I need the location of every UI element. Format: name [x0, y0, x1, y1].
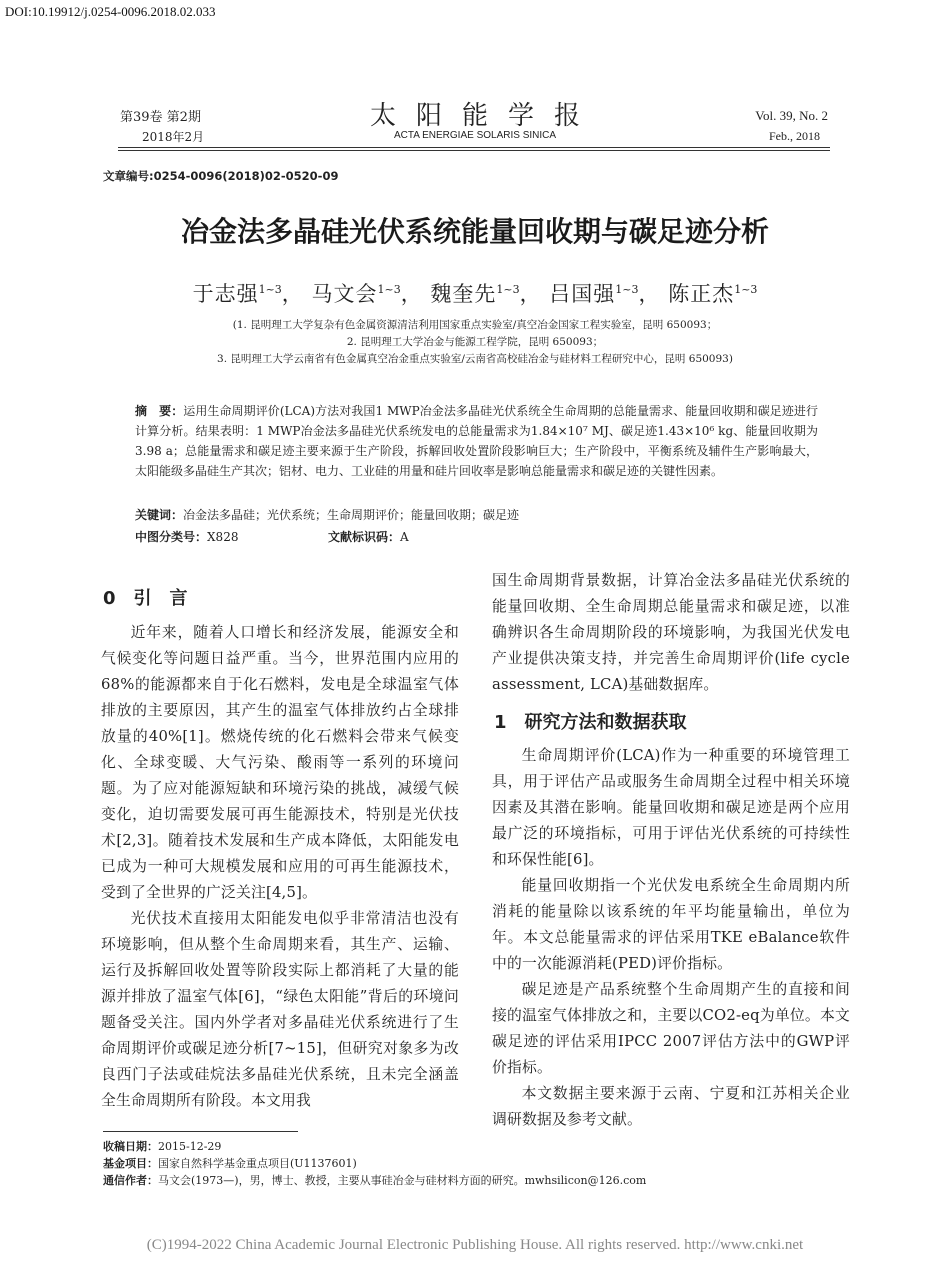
author: 马文会 [311, 282, 378, 306]
paragraph: 能量回收期指一个光伏发电系统全生命周期内所消耗的能量除以该系统的年平均能量输出，单位为年。本文总能量需求的评估采用TKE eBalance软件中的一次能源消耗(PED)评价指标。 [492, 877, 850, 972]
keywords-text: 冶金法多晶硅；光伏系统；生命周期评价；能量回收期；碳足迹 [183, 508, 520, 522]
affiliation-3: 3. 昆明理工大学云南省有色金属真空冶金重点实验室/云南省高校硅冶金与硅材料工程研究中心，昆明 650093) [217, 353, 733, 365]
abstract-label: 摘 要： [135, 404, 184, 418]
abstract [135, 401, 818, 481]
paragraph: 碳足迹是产品系统整个生命周期产生的直接和间接的温室气体排放之和，主要以CO2-eq为单位。本文碳足迹的评估采用IPCC 2007评估方法中的GWP评价指标。 [492, 981, 850, 1076]
document-code-label: 文献标识码： [328, 530, 401, 544]
section-intro-title: 0 引 言 [103, 588, 188, 609]
header-volume-cn: 第39卷 第2期 [120, 110, 201, 125]
paragraph: 近年来，随着人口增长和经济发展，能源安全和气候变化等问题日益严重。当今，世界范围内应用的68%的能源都来自于化石燃料，发电是全球温室气体排放的主要原因，其产生的温室气体排放约占全球排放量的40%[1]。燃烧传统的化石燃料会带来气候变化、全球变暖、大气污染、酸雨等一系列的环境问题。为了应对能源短缺和环境污染的挑战，减缓气候变化，迫切需要发展可再生能源技术，特别是光伏技术[2,3]。随着技术发展和生产成本降低，太阳能发电已成为一种可大规模发展和应用的可再生能源技术，受到了全世界的广泛关注[4,5]。 [101, 624, 459, 901]
article-number: 文章编号:0254-0096(2018)02-0520-09 [103, 169, 339, 183]
section-methods-title: 1 研究方法和数据获取 [494, 712, 687, 733]
paper-title: 冶金法多晶硅光伏系统能量回收期与碳足迹分析 [180, 215, 769, 248]
footnote-label: 通信作者： [103, 1174, 158, 1187]
affiliation-1: (1. 昆明理工大学复杂有色金属资源清洁利用国家重点实验室/真空冶金国家工程实验室，昆明 650093； [232, 319, 718, 331]
classification-text: X828 [207, 530, 239, 544]
right-column-body [492, 743, 850, 1133]
author: 于志强 [192, 282, 259, 306]
author: 吕国强 [549, 282, 616, 306]
classification [135, 528, 238, 545]
author: 陈正杰 [668, 282, 735, 306]
paragraph: 国生命周期背景数据，计算冶金法多晶硅光伏系统的能量回收期、全生命周期总能量需求和碳足迹，以准确辨识各生命周期阶段的环境影响，为我国光伏发电产业提供决策支持，并完善生命周期评价(life cycle assessment, LCA)基础数据库。 [492, 572, 850, 693]
footnote-rule [103, 1131, 298, 1132]
author-sup: 1~3 [496, 283, 520, 296]
author-list: 于志强$^{1\sim 3}$， 马文会$^{1\sim 3}$， 魏奎先$^{1\sim 3}$， 吕国强$^{1\sim 3}$， 陈正杰$^{1\sim 3}$ [192, 282, 758, 306]
author-sup: 1~3 [258, 283, 282, 296]
doi: DOI:10.19912/j.0254-0096.2018.02.033 [5, 4, 216, 19]
footnote-label: 收稿日期： [103, 1140, 158, 1153]
header-rule-2 [118, 150, 830, 151]
journal-title-en: ACTA ENERGIAE SOLARIS SINICA [393, 130, 557, 141]
document-code [328, 528, 409, 545]
footnote-author [103, 1172, 646, 1188]
affiliation-2: 2. 昆明理工大学冶金与能源工程学院，昆明 650093； [346, 336, 604, 348]
author-sup: 1~3 [615, 283, 639, 296]
classification-label: 中图分类号： [135, 530, 208, 544]
footnote-label: 基金项目： [103, 1157, 158, 1170]
header-date-en: Feb., 2018 [769, 129, 820, 143]
journal-title-cn: 太阳能学报 [369, 101, 600, 131]
footnote-fund [103, 1155, 357, 1171]
keywords [135, 506, 519, 523]
paragraph: 生命周期评价(LCA)作为一种重要的环境管理工具，用于评估产品或服务生命周期全过程中相关环境因素及其潜在影响。能量回收期和碳足迹是两个应用最广泛的环境指标，可用于评估光伏系统的可持续性和环保性能[6]。 [492, 747, 850, 868]
header-volume-en: Vol. 39, No. 2 [755, 108, 828, 123]
author-sup: 1~3 [377, 283, 401, 296]
paragraph: 光伏技术直接用太阳能发电似乎非常清洁也没有环境影响，但从整个生命周期来看，其生产、运输、运行及拆解回收处置等阶段实际上都消耗了大量的能源并排放了温室气体[6]，“绿色太阳能”背后的环境问题备受关注。国内外学者对多晶硅光伏系统进行了生命周期评价或碳足迹分析[7~15]，但研究对象多为改良西门子法或硅烷法多晶硅光伏系统，且未完全涵盖全生命周期所有阶段。本文用我 [101, 910, 459, 1109]
keywords-label: 关键词： [135, 508, 184, 522]
author: 魏奎先 [430, 282, 497, 306]
footnote-text: 马文会(1973—)，男，博士、教授，主要从事硅冶金与硅材料方面的研究。mwhsilicon@126.com [158, 1174, 647, 1187]
abstract-text: 运用生命周期评价(LCA)方法对我国1 MWP冶金法多晶硅光伏系统全生命周期的总能量需求、能量回收期和碳足迹进行计算分析。结果表明：1 MWP冶金法多晶硅光伏系统发电的总能量需求为1.84×10⁷ MJ、碳足迹1.43×10⁶ kg、能量回收期为3.98 a；总能量需求和碳足迹主要来源于生产阶段，拆解回收处置阶段影响巨大；生产阶段中，平衡系统及辅件生产影响最大，太阳能级多晶硅生产其次；铝材、电力、工业硅的用量和硅片回收率是影响总能量需求和碳足迹的关键性因素。 [135, 404, 818, 478]
footnote-text: 2015-12-29 [158, 1140, 222, 1153]
author-sup: 1~3 [734, 283, 758, 296]
footnote-received [103, 1138, 221, 1154]
document-code-text: A [400, 530, 409, 544]
left-column [101, 620, 459, 1114]
paragraph: 本文数据主要来源于云南、宁夏和江苏相关企业调研数据及参考文献。 [492, 1085, 850, 1128]
header-date-cn: 2018年2月 [142, 130, 205, 144]
copyright-footer: (C)1994-2022 China Academic Journal Electronic Publishing House. All rights reserved. http://www.cnki.net [146, 1237, 804, 1253]
footnote-text: 国家自然科学基金重点项目(U1137601) [158, 1157, 357, 1170]
right-column-top [492, 568, 850, 698]
header-rule [118, 147, 830, 148]
